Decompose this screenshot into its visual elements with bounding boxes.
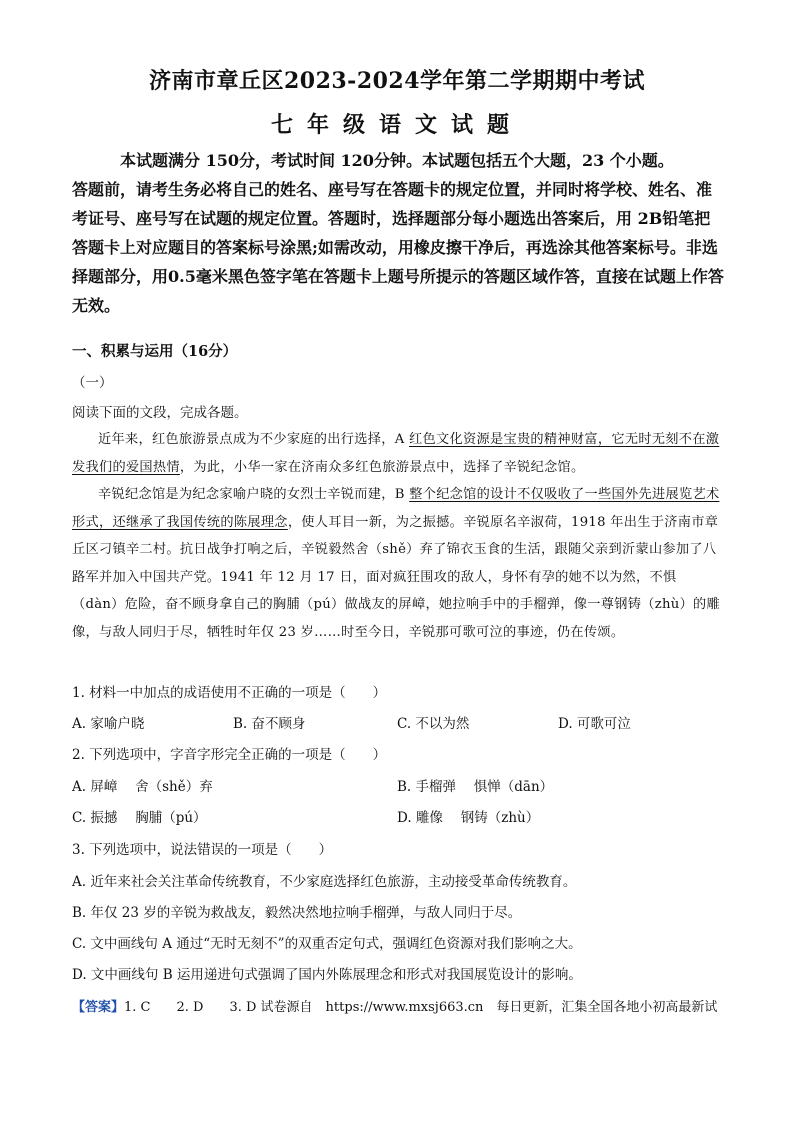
answer-tag: 【答案】 <box>72 1000 125 1015</box>
question-1-options <box>72 712 722 732</box>
section-part: （一） <box>72 375 113 391</box>
q1-option-c: C. 不以为然 <box>397 716 470 732</box>
q1-option-b: B. 奋不顾身 <box>233 716 306 732</box>
passage-p1-pre: 近年来，红色旅游景点成为不少家庭的出行选择，A <box>98 432 410 447</box>
q2-option-a: A. 屏嶂 舍（shě）弃 <box>72 779 213 795</box>
underlined-sentence-a: 红色文化资源是宝贵的精神财富，它无时无刻不在激发我们的爱国热情 <box>72 432 720 475</box>
q2-option-b: B. 手榴弹 惧惮（dān） <box>397 779 554 795</box>
question-3-stem: 3. 下列选项中，说法错误的一项是（ ） <box>72 842 333 858</box>
instructions <box>72 146 724 320</box>
question-2-options-row2 <box>72 806 722 826</box>
passage-p1-post: ，为此，小华一家在济南众多红色旅游景点中，选择了辛锐纪念馆。 <box>179 459 585 475</box>
q1-option-a: A. 家喻户晓 <box>72 716 145 732</box>
passage-p2-post: ，使人耳目一新，为之振撼。辛锐原名辛淑荷，1918 年出生于济南市章丘区刁镇辛二村。抗日战争打响之后，辛锐毅然舍（shě）弃了锦衣玉食的生活，跟随父亲到沂蒙山参加了八路军并加入中国共产党。1941 年 12 月 17 日，面对疯狂围攻的敌人，身怀有孕的她不以为然，不惧（dàn）危险，奋不顾身拿自己的胸脯（pú）做战友的屏嶂，她拉响手中的手榴弹，像一尊钢铸（zhù）的雕像，与敌人同归于尽，牺牲时年仅 23 岁……时至今日，辛锐那可歌可泣的事迹，仍在传颂。 <box>72 514 721 640</box>
q2-option-d: D. 雕像 钢铸（zhù） <box>397 810 540 826</box>
reading-passage <box>72 426 722 646</box>
answer-text: 1. C 2. D 3. D 试卷源自 https://www.mxsj663.cn 每日更新，汇集全国各地小初高最新试 <box>124 1000 718 1015</box>
question-1-stem: 1. 材料一中加点的成语使用不正确的一项是（ ） <box>72 685 387 701</box>
q1-option-d: D. 可歌可泣 <box>558 716 631 732</box>
question-2-options-row1 <box>72 775 722 795</box>
exam-title: 济南市章丘区2023-2024学年第二学期期中考试 <box>148 68 646 94</box>
q3-option-a: A. 近年来社会关注革命传统教育，不少家庭选择红色旅游，主动接受革命传统教育。 <box>72 874 577 890</box>
passage-p2-pre: 辛锐纪念馆是为纪念家喻户晓的女烈士辛锐而建，B <box>98 487 410 502</box>
q3-option-b: B. 年仅 23 岁的辛锐为救战友，毅然决然地拉响手榴弹，与敌人同归于尽。 <box>72 905 522 921</box>
q3-option-c: C. 文中画线句 A 通过“无时无刻不”的双重否定句式，强调红色资源对我们影响之大。 <box>72 936 582 952</box>
section-title: 一、积累与运用（16分） <box>72 343 238 360</box>
q2-option-c: C. 振撼 胸脯（pú） <box>72 810 207 826</box>
reading-prompt: 阅读下面的文段，完成各题。 <box>72 405 248 421</box>
passage-paragraph-2 <box>72 481 722 646</box>
exam-subtitle: 七年级语文试题 <box>270 112 523 138</box>
instructions-line1: 本试题满分 150分，考试时间 120分钟。本试题包括五个大题，23 个小题。 <box>120 151 674 170</box>
question-2-stem: 2. 下列选项中，字音字形完全正确的一项是（ ） <box>72 747 387 763</box>
instructions-body: 答题前，请考生务必将自己的姓名、座号写在答题卡的规定位置，并同时将学校、姓名、准考证号、座号写在试题的规定位置。答题时，选择题部分每小题选出答案后，用 2B铅笔把答题卡上对应题目的答案标号涂黑;如需改动，用橡皮擦干净后，再选涂其他答案标号。非选择题部分，用0.5毫米黑色签字笔在答题卡上题号所提示的答题区域作答，直接在试题上作答无效。 <box>72 180 724 315</box>
passage-paragraph-1 <box>72 426 722 481</box>
answer-line <box>72 996 717 1015</box>
underlined-sentence-b: 整个纪念馆的设计不仅吸收了一些国外先进展览艺术形式，还继承了我国传统的陈展理念 <box>72 487 720 530</box>
q3-option-d: D. 文中画线句 B 运用递进句式强调了国内外陈展理念和形式对我国展览设计的影响。 <box>72 967 582 983</box>
